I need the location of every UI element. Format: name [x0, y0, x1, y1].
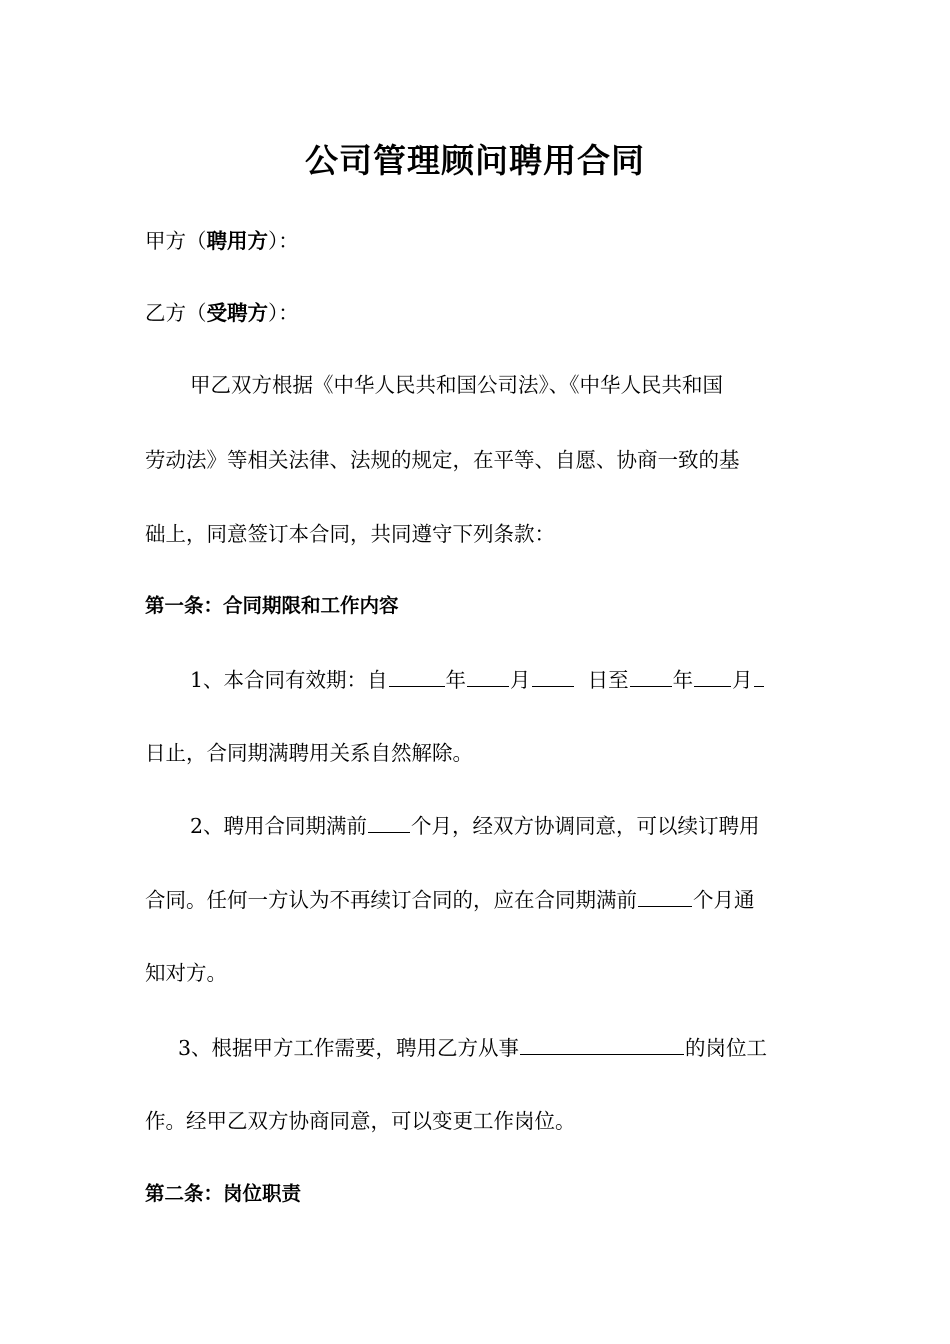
clause-1-text-5: 年 [672, 668, 694, 692]
blank-start-year[interactable] [389, 664, 445, 687]
clause-1-text-6: 月 [732, 668, 753, 692]
party-a-line [145, 226, 815, 256]
blank-notice-months[interactable] [638, 884, 692, 907]
clause-1-text-1: 1、本合同有效期：自 [190, 668, 388, 692]
clause-1-text-4: 日至 [587, 668, 629, 692]
blank-start-day[interactable] [532, 664, 574, 687]
blank-end-year[interactable] [630, 664, 672, 687]
clause-2-text-3: 合同。任何一方认为不再续订合同的，应在合同期满前 [145, 888, 637, 912]
document-title: 公司管理顾问聘用合同 [305, 141, 645, 180]
preamble-line-2: 劳动法》等相关法律、法规的规定，在平等、自愿、协商一致的基 [145, 448, 740, 472]
clause-3-line-1 [178, 1032, 848, 1063]
clause-2-line-1 [190, 810, 860, 841]
party-a-suffix: ）： [268, 229, 299, 253]
party-b-role: 受聘方 [206, 301, 268, 325]
clause-1-text-2: 年 [445, 668, 467, 692]
blank-renewal-months[interactable] [368, 810, 410, 833]
preamble-line-1: 甲乙双方根据《中华人民共和国公司法》、《中华人民共和国 [190, 373, 723, 397]
clause-1-line-2: 日止，合同期满聘用关系自然解除。 [145, 741, 473, 765]
blank-start-month[interactable] [467, 664, 509, 687]
clause-2-line-2 [145, 884, 815, 915]
clause-1-line-1 [190, 664, 860, 695]
clause-3-line-2: 作。经甲乙双方协商同意，可以变更工作岗位。 [145, 1109, 576, 1133]
clause-2-text-1: 2、聘用合同期满前 [190, 814, 368, 838]
clause-2-text-4: 个月通 [693, 888, 755, 912]
article-2-heading: 第二条：岗位职责 [145, 1182, 302, 1205]
clause-3-text-2: 的岗位工 [685, 1036, 768, 1060]
article-1-heading: 第一条：合同期限和工作内容 [145, 594, 399, 617]
blank-end-day[interactable] [754, 664, 764, 687]
blank-end-month[interactable] [694, 664, 731, 687]
blank-position[interactable] [520, 1032, 684, 1055]
clause-1-text-3: 月 [510, 668, 531, 692]
party-b-suffix: ）： [268, 301, 299, 325]
party-a-prefix: 甲方（ [145, 229, 207, 253]
party-b-line [145, 298, 815, 328]
clause-3-text-1: 3、根据甲方工作需要，聘用乙方从事 [178, 1036, 520, 1060]
party-b-prefix: 乙方（ [145, 301, 207, 325]
clause-2-line-3: 知对方。 [145, 961, 227, 985]
party-a-role: 聘用方 [206, 229, 268, 253]
preamble-line-3: 础上，同意签订本合同，共同遵守下列条款： [145, 522, 555, 546]
clause-2-text-2: 个月，经双方协调同意，可以续订聘用 [411, 814, 760, 838]
